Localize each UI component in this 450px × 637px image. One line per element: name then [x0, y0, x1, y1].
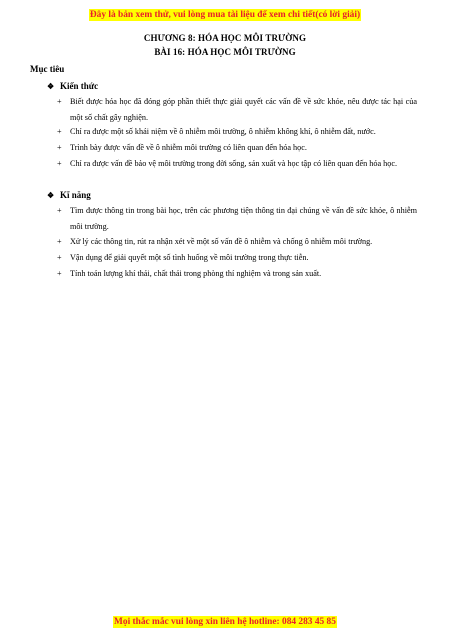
plus-bullet-icon: +: [57, 143, 62, 152]
knowledge-heading-label: Kiến thức: [60, 81, 99, 91]
knowledge-item: [57, 124, 417, 140]
skills-item-text: Vận dụng để giải quyết một số tình huống về môi trường trong thực tiễn.: [70, 253, 309, 262]
skills-heading-label: Kĩ năng: [60, 190, 91, 200]
plus-bullet-icon: +: [57, 253, 62, 262]
hotline-banner: [0, 611, 450, 629]
skills-item-text: Tìm được thông tin trong bài học, trên các phương tiện thông tin đại chúng về vấn đề sức khỏe, ô nhiễm môi trường.: [70, 206, 417, 231]
knowledge-heading: [47, 81, 98, 91]
skills-item: [57, 250, 417, 266]
knowledge-item-text: Chỉ ra được một số khái niệm về ô nhiễm môi trường, ô nhiễm không khí, ô nhiễm đất, nước.: [70, 127, 376, 136]
hotline-text: Mọi thắc mắc vui lòng xin liên hệ hotline: 084 283 45 85: [114, 617, 336, 627]
skills-item-text: Tính toán lượng khí thải, chất thải trong phòng thí nghiệm và trong sản xuất.: [70, 269, 322, 278]
knowledge-item-text: Trình bày được vấn đề về ô nhiễm môi trường có liên quan đến hóa học.: [70, 143, 307, 152]
objectives-heading: Mục tiêu: [30, 64, 65, 74]
chapter-title: CHƯƠNG 8: HÓA HỌC MÔI TRƯỜNG: [143, 33, 307, 43]
preview-notice-banner: [0, 4, 450, 22]
skills-item: [57, 266, 417, 282]
diamond-bullet-icon: ❖: [47, 82, 55, 91]
lesson-title: BÀI 16: HÓA HỌC MÔI TRƯỜNG: [154, 47, 296, 57]
skills-item-text: Xử lý các thông tin, rút ra nhận xét về một số vấn đề ô nhiễm và chống ô nhiễm môi trường.: [70, 237, 373, 246]
skills-item: [57, 203, 417, 235]
plus-bullet-icon: +: [57, 159, 62, 168]
knowledge-item: [57, 94, 417, 126]
plus-bullet-icon: +: [57, 237, 62, 246]
skills-heading: [47, 190, 91, 200]
diamond-bullet-icon: ❖: [47, 191, 55, 200]
knowledge-item: [57, 140, 417, 156]
plus-bullet-icon: +: [57, 206, 62, 215]
skills-item: [57, 234, 417, 250]
knowledge-item: [57, 156, 417, 172]
knowledge-item-text: Chỉ ra được vấn đề bảo vệ môi trường trong đời sống, sản xuất và học tập có liên quan đến hóa học.: [70, 159, 397, 168]
preview-notice-text: Đây là bản xem thử, vui lòng mua tài liệu để xem chi tiết(có lời giải): [89, 10, 361, 20]
plus-bullet-icon: +: [57, 127, 62, 136]
plus-bullet-icon: +: [57, 97, 62, 106]
knowledge-item-text: Biết được hóa học đã đóng góp phần thiết thực giải quyết các vấn đề về sức khỏe, nêu được tác hại của một số chất gây nghiện.: [70, 97, 417, 122]
plus-bullet-icon: +: [57, 269, 62, 278]
